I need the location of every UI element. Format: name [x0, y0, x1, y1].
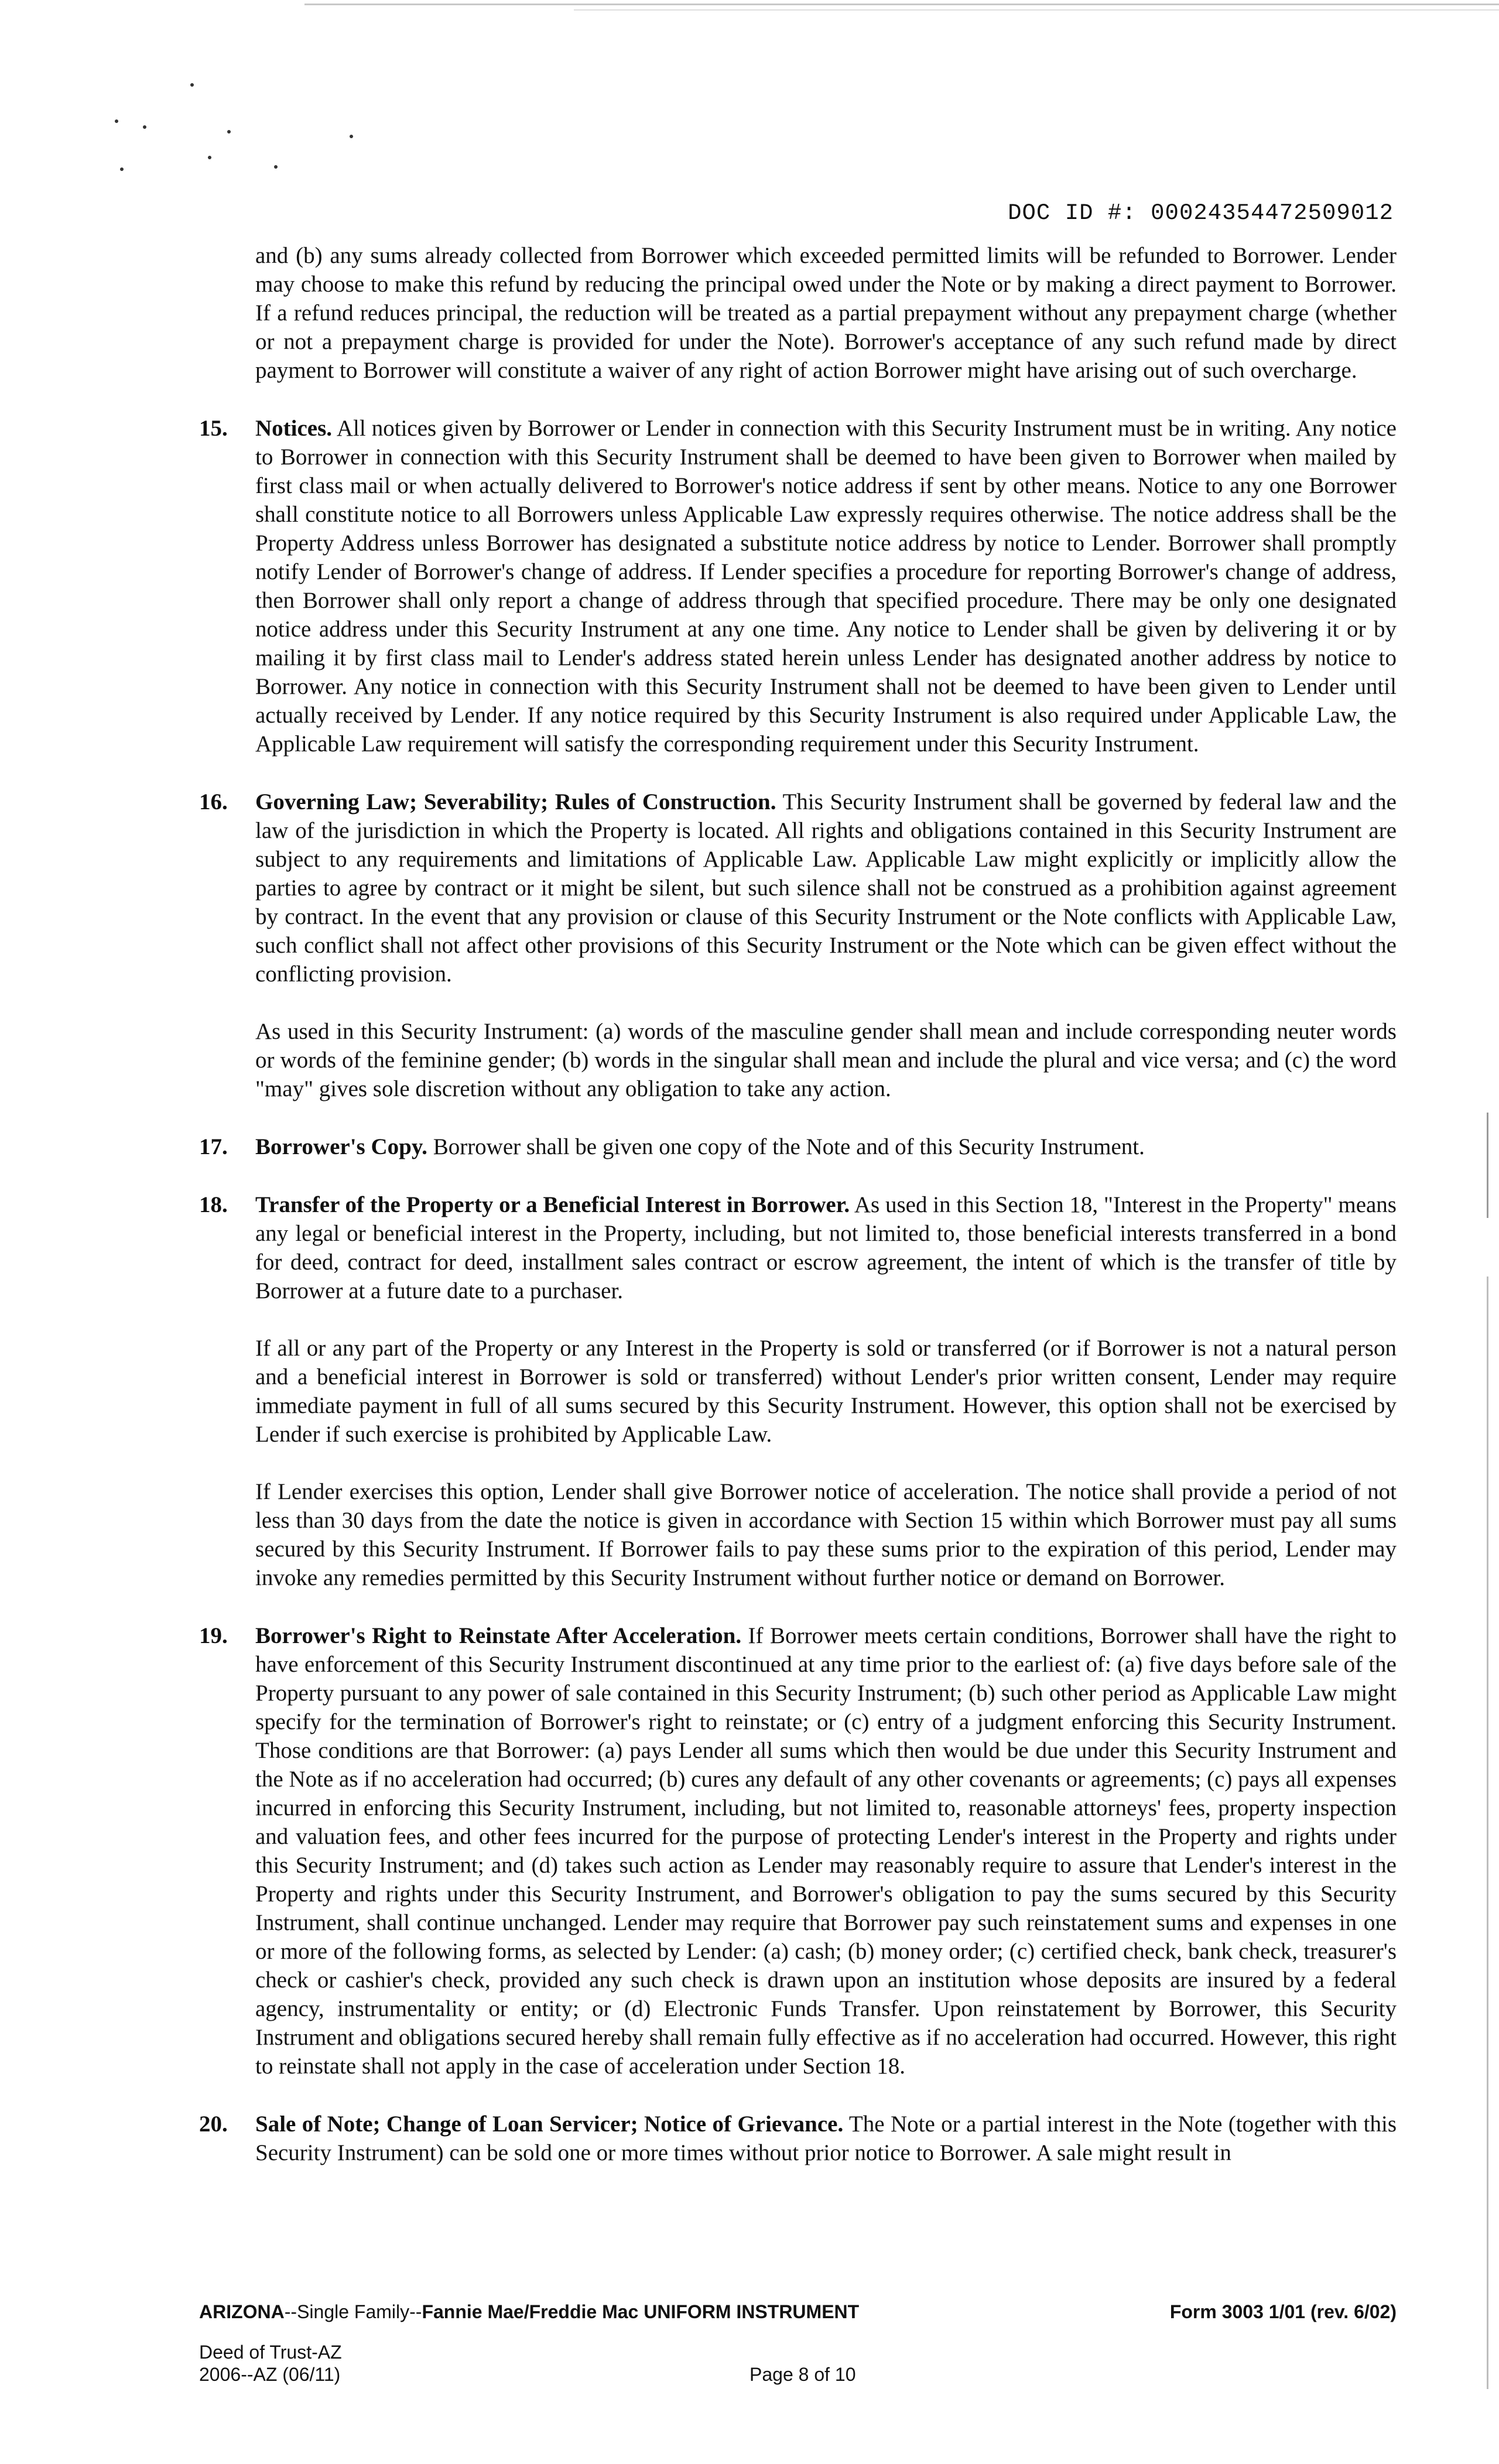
- footer-form-line: [199, 2301, 1397, 2330]
- section-heading: Governing Law; Severability; Rules of Construction.: [255, 789, 776, 815]
- scan-speck: [115, 119, 118, 123]
- section-heading: Sale of Note; Change of Loan Servicer; Notice of Grievance.: [255, 2111, 844, 2137]
- section-text: If Borrower meets certain conditions, Borrower shall have the right to have enforcement of this Security Instrument discontinued at any time prior to the earliest of: (a) five days before sale of the Property pursuant to any power of sale contained in this Security Instrument; (b) such other period as Applicable Law might specify for the termination of Borrower's right to reinstate; or (c) entry of a judgment enforcing this Security Instrument. Those conditions are that Borrower: (a) pays Lender all sums which then would be due under this Security Instrument and the Note as if no acceleration had occurred; (b) cures any default of any other covenants or agreements; (c) pays all expenses incurred in enforcing this Security Instrument, including, but not limited to, reasonable attorneys' fees, property inspection and valuation fees, and other fees incurred for the purpose of protecting Lender's interest in the Property and rights under this Security Instrument; and (d) takes such action as Lender may reasonably require to assure that Lender's interest in the Property and rights under this Security Instrument, and Borrower's obligation to pay the sums secured by this Security Instrument, shall continue unchanged. Lender may require that Borrower pay such reinstatement sums and expenses in one or more of the following forms, as selected by Lender: (a) cash; (b) money order; (c) certified check, bank check, treasurer's check or cashier's check, provided any such check is drawn upon an institution whose deposits are insured by a federal agency, instrumentality or entity; or (d) Electronic Funds Transfer. Upon reinstatement by Borrower, this Security Instrument and obligations secured hereby shall remain fully effective as if no acceleration had occurred. However, this right to reinstate shall not apply in the case of acceleration under Section 18.: [255, 1623, 1397, 2079]
- scan-edge-line-secondary: [574, 9, 1499, 11]
- scan-speck: [350, 135, 353, 138]
- scan-speck: [190, 83, 194, 87]
- scan-speck: [143, 125, 146, 129]
- scan-speck: [274, 165, 278, 169]
- section-number: 19.: [199, 1623, 228, 1648]
- section-text: Borrower shall be given one copy of the Note and of this Security Instrument.: [427, 1134, 1145, 1159]
- section-number: 20.: [199, 2111, 228, 2137]
- scan-speck: [227, 130, 231, 134]
- section-number: 17.: [199, 1134, 228, 1159]
- section-15: [199, 414, 1397, 758]
- section-paragraph: If Lender exercises this option, Lender shall give Borrower notice of acceleration. The notice shall provide a period of not less than 30 days from the date the notice is given in accordance with Section 15 within which Borrower must pay all sums secured by this Security Instrument. If Borrower fails to pay these sums prior to the expiration of this period, Lender may invoke any remedies permitted by this Security Instrument without further notice or demand on Borrower.: [255, 1479, 1397, 1590]
- section-text: As used in this Section 18, "Interest in the Property" means any legal or beneficial interest in the Property, including, but not limited to, those beneficial interests transferred in a bond for deed, contract for deed, installment sales contract or escrow agreement, the intent of which is the transfer of title by Borrower at a future date to a purchaser.: [255, 1192, 1397, 1303]
- section-18: [199, 1190, 1397, 1592]
- scan-margin-mark: [1487, 1113, 1488, 1218]
- page-number: Page 8 of 10: [750, 2364, 856, 2385]
- section-16: [199, 788, 1397, 1103]
- lead-paragraph: and (b) any sums already collected from Borrower which exceeded permitted limits will be refunded to Borrower. Lender may choose to make this refund by reducing the principal owed under the Note or by making a direct payment to Borrower. If a refund reduces principal, the reduction will be treated as a partial prepayment without any prepayment charge (whether or not a prepayment charge is provided for under the Note). Borrower's acceptance of any such refund made by direct payment to Borrower will constitute a waiver of any right of action Borrower might have arising out of such overcharge.: [255, 243, 1397, 383]
- section-paragraph: [255, 1190, 1397, 1305]
- document-body: [199, 241, 1397, 2167]
- footer-doc-code: 2006--AZ (06/11): [199, 2364, 341, 2385]
- scan-speck: [120, 167, 124, 171]
- section-20: [199, 2110, 1397, 2167]
- scan-edge-line: [304, 4, 1499, 5]
- page-footer: [199, 2301, 1397, 2386]
- scan-speck: [208, 156, 211, 159]
- section-paragraph: [255, 1132, 1397, 1161]
- footer-instrument: Fannie Mae/Freddie Mac UNIFORM INSTRUMENT: [422, 2301, 860, 2322]
- section-heading: Borrower's Right to Reinstate After Acceleration.: [255, 1623, 742, 1648]
- footer-state: ARIZONA: [199, 2301, 285, 2322]
- section-paragraph: If all or any part of the Property or any Interest in the Property is sold or transferred (or if Borrower is not a natural person and a beneficial interest in Borrower is sold or transferred) without Lender's prior written consent, Lender may require immediate payment in full of all sums secured by this Security Instrument. However, this option shall not be exercised by Lender if such exercise is prohibited by Applicable Law.: [255, 1336, 1397, 1447]
- section-17: [199, 1132, 1397, 1161]
- section-text: All notices given by Borrower or Lender in connection with this Security Instrument must be in writing. Any notice to Borrower in connection with this Security Instrument shall be deemed to have been given to Borrower when mailed by first class mail or when actually delivered to Borrower's notice address if sent by other means. Notice to any one Borrower shall constitute notice to all Borrowers unless Applicable Law expressly requires otherwise. The notice address shall be the Property Address unless Borrower has designated a substitute notice address by notice to Lender. Borrower shall promptly notify Lender of Borrower's change of address. If Lender specifies a procedure for reporting Borrower's change of address, then Borrower shall only report a change of address through that specified procedure. There may be only one designated notice address under this Security Instrument at any one time. Any notice to Lender shall be given by delivering it or by mailing it by first class mail to Lender's address stated herein unless Lender has designated another address by notice to Borrower. Any notice in connection with this Security Instrument shall not be deemed to have been given to Lender until actually received by Lender. If any notice required by this Security Instrument is also required under Applicable Law, the Applicable Law requirement will satisfy the corresponding requirement under this Security Instrument.: [255, 416, 1397, 757]
- footer-doc-type: Deed of Trust-AZ: [199, 2342, 342, 2363]
- section-heading: Borrower's Copy.: [255, 1134, 427, 1159]
- doc-id: DOC ID #: 00024354472509012: [1008, 200, 1394, 226]
- section-number: 16.: [199, 789, 228, 815]
- section-text: This Security Instrument shall be governed by federal law and the law of the jurisdiction in which the Property is located. All rights and obligations contained in this Security Instrument are subject to any requirements and limitations of Applicable Law. Applicable Law might explicitly or implicitly allow the parties to agree by contract or it might be silent, but such silence shall not be construed as a prohibition against agreement by contract. In the event that any provision or clause of this Security Instrument or the Note conflicts with Applicable Law, such conflict shall not affect other provisions of this Security Instrument or the Note which can be given effect without the conflicting provision.: [255, 789, 1397, 987]
- section-text: The Note or a partial interest in the Note (together with this Security Instrument) can be sold one or more times without prior notice to Borrower. A sale might result in: [255, 2111, 1397, 2165]
- footer-instrument-title: [199, 2301, 859, 2323]
- section-paragraph: [255, 2110, 1397, 2167]
- section-heading: Notices.: [255, 416, 333, 441]
- section-number: 15.: [199, 416, 228, 441]
- section-paragraph: [255, 1621, 1397, 2080]
- footer-separator: --Single Family--: [284, 2301, 422, 2322]
- footer-form-number: Form 3003 1/01 (rev. 6/02): [1169, 2301, 1397, 2322]
- section-paragraph: As used in this Security Instrument: (a) words of the masculine gender shall mean and include corresponding neuter words or words of the feminine gender; (b) words in the singular shall mean and include the plural and vice versa; and (c) the word "may" gives sole discretion without any obligation to take any action.: [255, 1019, 1397, 1101]
- section-number: 18.: [199, 1192, 228, 1217]
- footer-doc-info: [199, 2341, 1397, 2386]
- scan-margin-mark: [1487, 1277, 1488, 2389]
- section-19: [199, 1621, 1397, 2080]
- section-paragraph: [255, 788, 1397, 988]
- section-paragraph: [255, 414, 1397, 758]
- section-heading: Transfer of the Property or a Beneficial Interest in Borrower.: [255, 1192, 850, 1217]
